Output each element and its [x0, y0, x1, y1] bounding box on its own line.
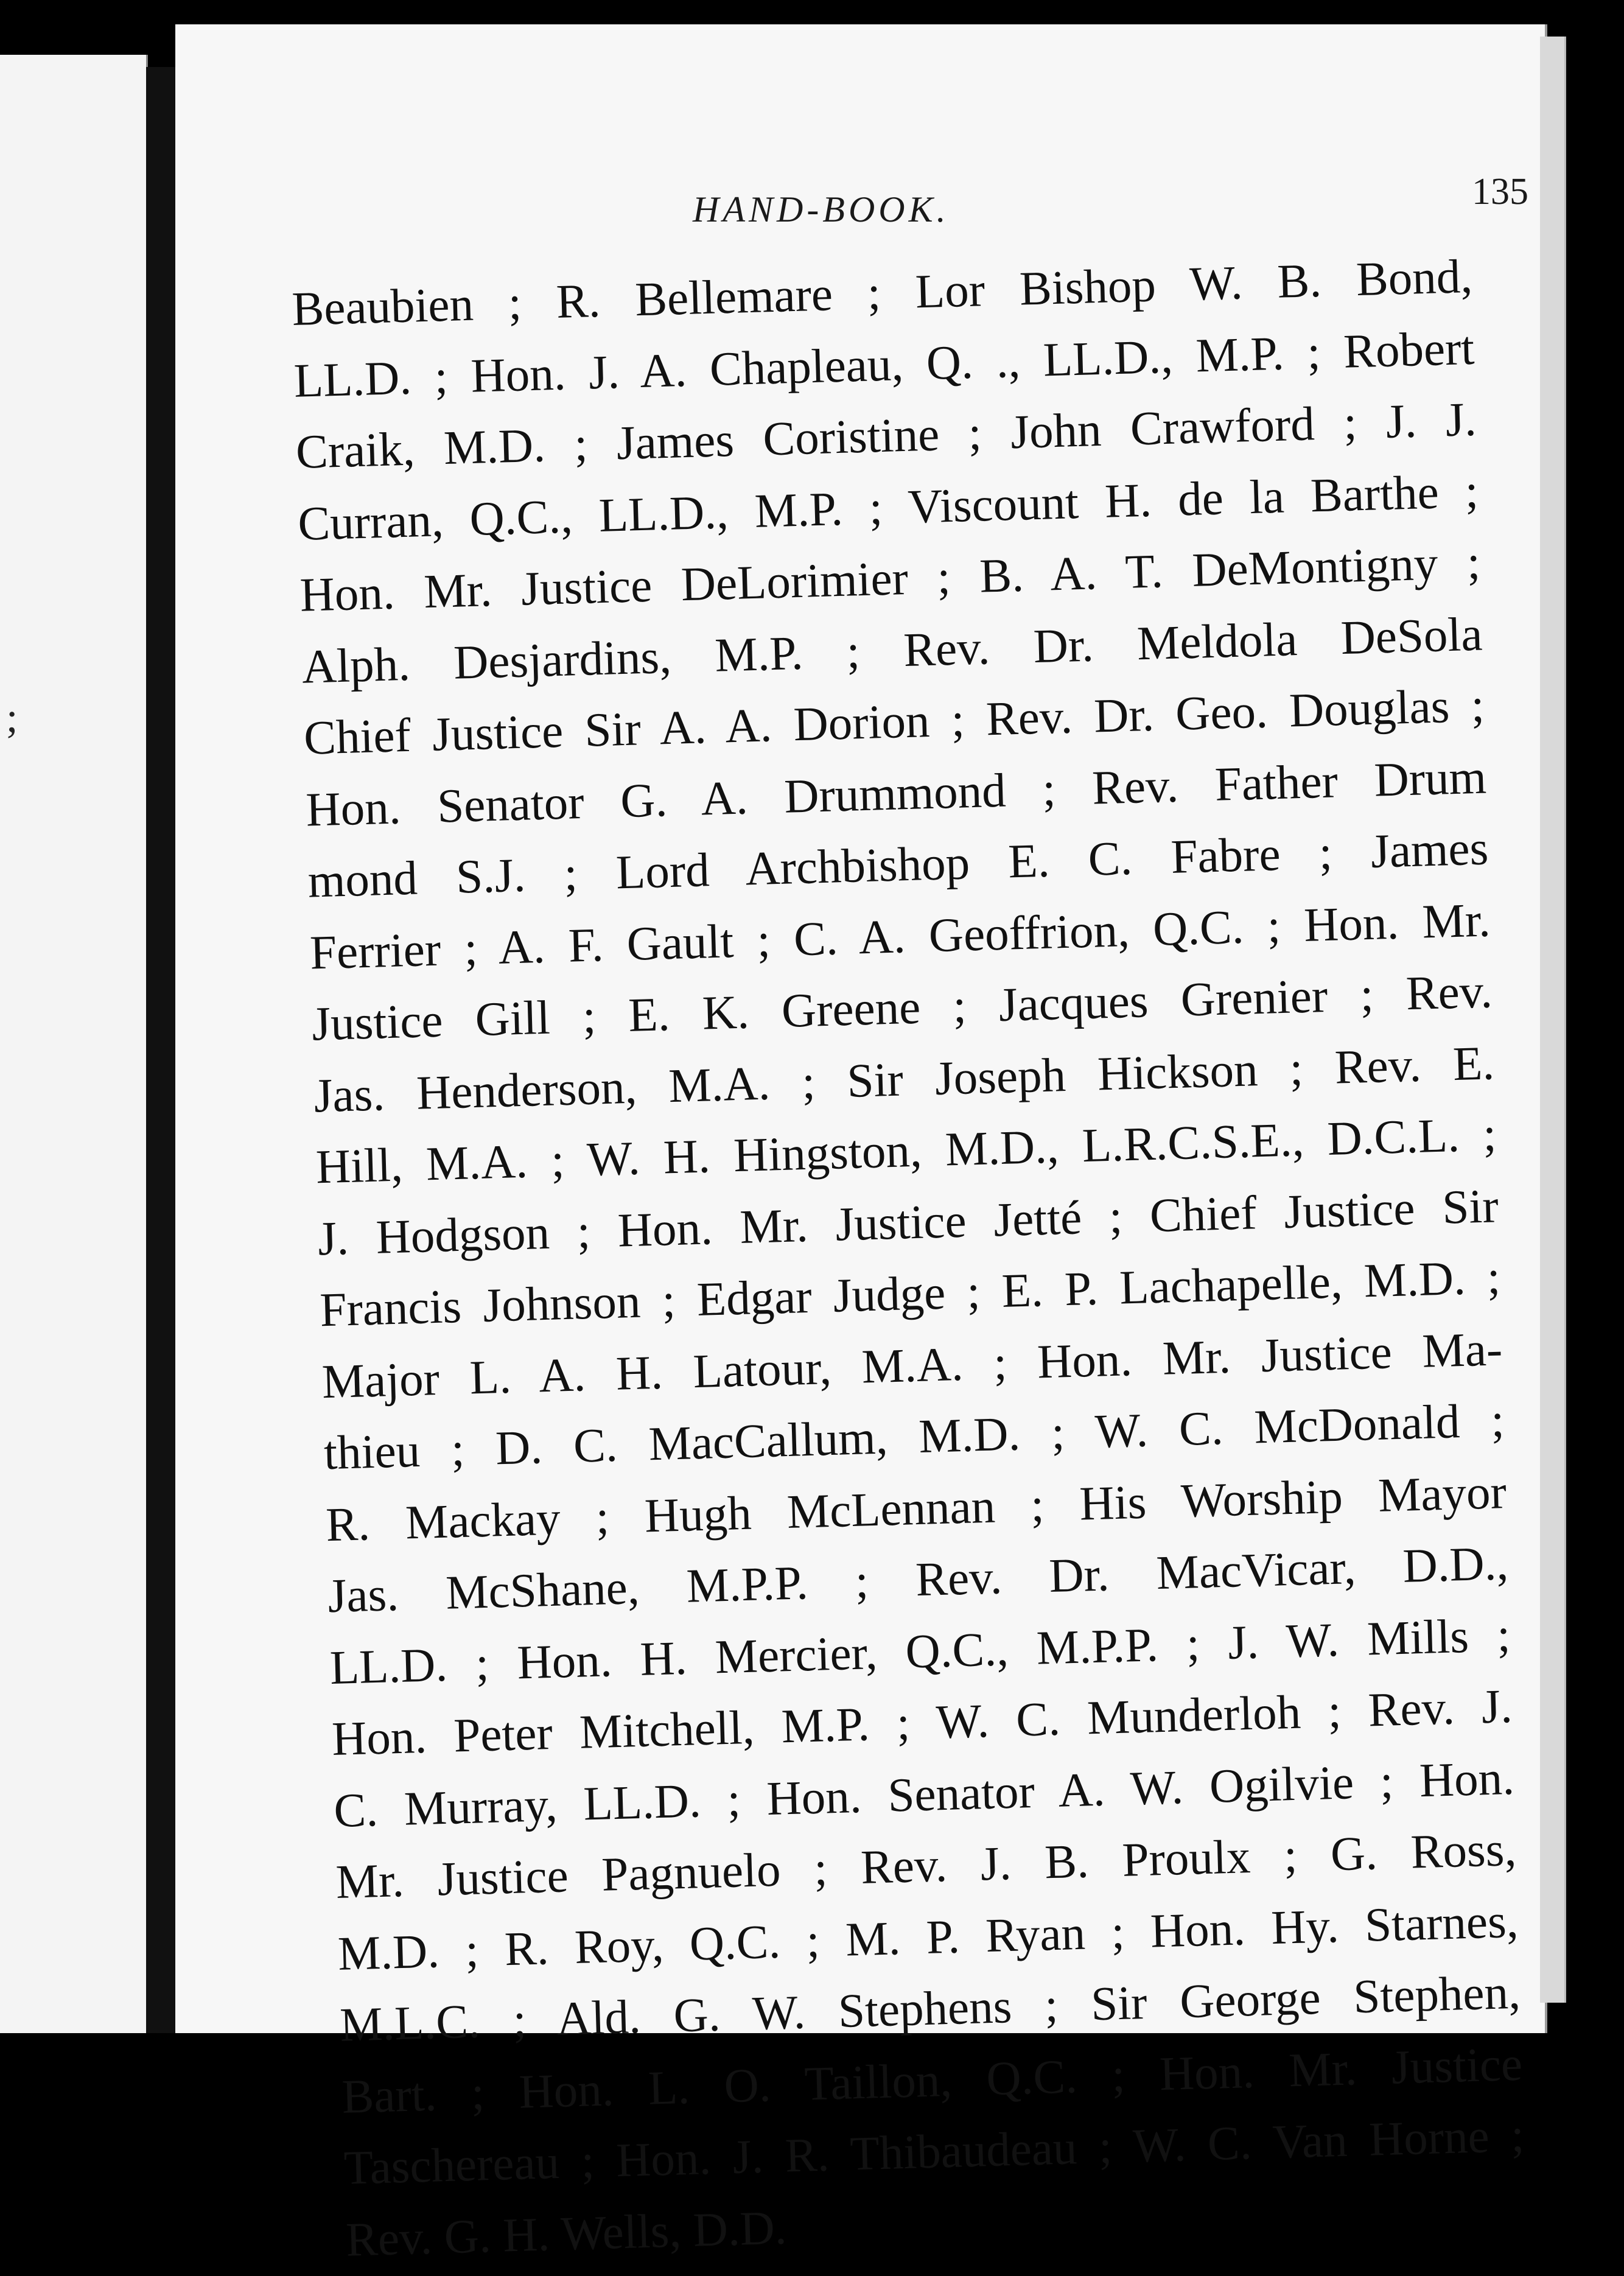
- text-line: Justice Gill ; E. K. Greene ; Jacques Grenier ; Rev.: [311, 965, 1493, 1051]
- text-line: M.L.C. ; Ald. G. W. Stephens ; Sir George Stephen,: [339, 1966, 1521, 2052]
- binding-gutter: [146, 67, 175, 2033]
- book-page: [175, 24, 1547, 2267]
- text-line: mond S.J. ; Lord Archbishop E. C. Fabre ; James: [307, 822, 1489, 908]
- text-line: LL.D. ; Hon. J. A. Chapleau, Q. ., LL.D., M.P. ; Robert: [293, 321, 1475, 408]
- text-line: Major L. A. H. Latour, M.A. ; Hon. Mr. Justice Ma-: [321, 1322, 1503, 1409]
- text-line: thieu ; D. C. MacCallum, M.D. ; W. C. McDonald ;: [323, 1394, 1505, 1480]
- text-line: Alph. Desjardins, M.P. ; Rev. Dr. Meldola DeSola: [301, 608, 1483, 694]
- text-line: Curran, Q.C., LL.D., M.P. ; Viscount H. de la Barthe ;: [297, 464, 1479, 551]
- text-line: Ferrier ; A. F. Gault ; C. A. Geoffrion, Q.C. ; Hon. Mr.: [309, 893, 1491, 980]
- text-line: Hill, M.A. ; W. H. Hingston, M.D., L.R.C.S.E., D.C.L. ;: [315, 1108, 1497, 1194]
- running-title: HAND-BOOK.: [693, 189, 950, 229]
- text-line: Hon. Senator G. A. Drummond ; Rev. Father Drum: [305, 751, 1488, 837]
- text-line: Chief Justice Sir A. A. Dorion ; Rev. Dr. Geo. Douglas ;: [303, 679, 1485, 765]
- text-line: J. Hodgson ; Hon. Mr. Justice Jetté ; Chief Justice Sir: [317, 1179, 1499, 1266]
- page-number: 135: [1472, 171, 1528, 212]
- text-line: Hon. Peter Mitchell, M.P. ; W. C. Munderloh ; Rev. J.: [331, 1679, 1513, 1767]
- text-line: Francis Johnson ; Edgar Judge ; E. P. Lachapelle, M.D. ;: [319, 1251, 1502, 1337]
- text-line: C. Murray, LL.D. ; Hon. Senator A. W. Ogilvie ; Hon.: [333, 1751, 1515, 1838]
- text-line: Craik, M.D. ; James Coristine ; John Crawford ; J. J.: [295, 393, 1477, 479]
- text-line: Bart. ; Hon. L. O. Taillon, Q.C. ; Hon. Mr. Justice: [341, 2037, 1524, 2124]
- body-text: [291, 241, 1527, 2276]
- page-stack-edge: [1540, 37, 1566, 2003]
- text-line: Beaubien ; R. Bellemare ; Lor Bishop W. B. Bond,: [291, 250, 1474, 336]
- text-line: LL.D. ; Hon. H. Mercier, Q.C., M.P.P. ; J. W. Mills ;: [329, 1608, 1511, 1695]
- text-line: Jas. Henderson, M.A. ; Sir Joseph Hickson ; Rev. E.: [313, 1036, 1496, 1122]
- text-line: Jas. McShane, M.P.P. ; Rev. Dr. MacVicar, D.D.,: [327, 1537, 1510, 1623]
- left-page-edge: [0, 55, 148, 2033]
- left-page-stray-mark: ;: [6, 695, 18, 741]
- text-line: R. Mackay ; Hugh McLennan ; His Worship Mayor: [325, 1465, 1507, 1552]
- text-line: M.D. ; R. Roy, Q.C. ; M. P. Ryan ; Hon. Hy. Starnes,: [337, 1894, 1519, 1981]
- text-line: Taschereau ; Hon. J. R. Thibaudeau ; W. C. Van Horne ;: [343, 2109, 1525, 2195]
- text-line: Rev. G. H. Wells, D.D.: [345, 2201, 788, 2267]
- text-line: Hon. Mr. Justice DeLorimier ; B. A. T. DeMontigny ;: [299, 536, 1482, 622]
- text-line: Mr. Justice Pagnuelo ; Rev. J. B. Proulx ; G. Ross,: [335, 1823, 1517, 1909]
